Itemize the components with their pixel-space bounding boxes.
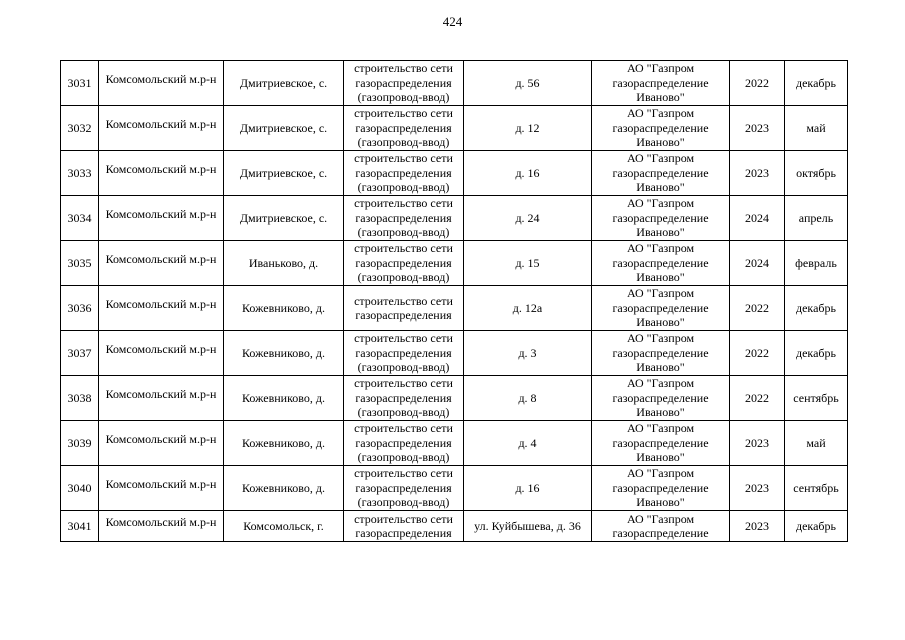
row-number-text: 3041 <box>67 518 92 533</box>
work-type-cell <box>344 61 464 106</box>
year-cell-text: 2023 <box>745 165 769 180</box>
district-cell <box>99 331 224 376</box>
settlement-cell-text: Иваньково, д. <box>248 255 319 270</box>
organization-cell <box>592 376 730 421</box>
district-cell <box>99 106 224 151</box>
organization-cell-text: АО "Газпром газораспределение Иваново" <box>612 286 709 330</box>
gasification-table <box>60 60 848 542</box>
settlement-cell-text: Кожевниково, д. <box>242 300 325 315</box>
row-number-text: 3037 <box>67 345 92 360</box>
work-type-cell-text: строительство сети газораспределения (газопровод-ввод) <box>354 151 453 195</box>
row-number-text: 3038 <box>67 390 92 405</box>
year-cell <box>730 196 785 241</box>
table-row <box>61 421 848 466</box>
district-cell-text: Комсомольский м.р-н <box>105 161 217 176</box>
year-cell-text: 2024 <box>745 255 769 270</box>
month-cell-text: сентябрь <box>793 390 839 405</box>
page-number: 424 <box>442 14 463 29</box>
row-number-text: 3034 <box>67 210 92 225</box>
district-cell <box>99 286 224 331</box>
organization-cell <box>592 196 730 241</box>
district-cell <box>99 466 224 511</box>
organization-cell-text: АО "Газпром газораспределение Иваново" <box>612 331 709 375</box>
district-cell <box>99 61 224 106</box>
organization-cell <box>592 466 730 511</box>
table-row <box>61 466 848 511</box>
district-cell-text: Комсомольский м.р-н <box>105 251 217 266</box>
month-cell-text: апрель <box>798 210 834 225</box>
address-cell-text: д. 8 <box>518 390 537 405</box>
row-number <box>61 466 99 511</box>
work-type-cell-text: строительство сети газораспределения (газопровод-ввод) <box>354 61 453 105</box>
address-cell <box>464 241 592 286</box>
settlement-cell-text: Дмитриевское, с. <box>239 165 328 180</box>
district-cell <box>99 421 224 466</box>
work-type-cell-text: строительство сети газораспределения (газопровод-ввод) <box>354 466 453 510</box>
address-cell <box>464 511 592 542</box>
month-cell-text: сентябрь <box>793 480 839 495</box>
row-number <box>61 376 99 421</box>
month-cell-text: декабрь <box>796 300 836 315</box>
work-type-cell-text: строительство сети газораспределения (газопровод-ввод) <box>354 106 453 150</box>
month-cell <box>785 331 848 376</box>
settlement-cell <box>224 466 344 511</box>
organization-cell <box>592 331 730 376</box>
organization-cell <box>592 151 730 196</box>
organization-cell-text: АО "Газпром газораспределение Иваново" <box>612 376 709 420</box>
district-cell <box>99 151 224 196</box>
row-number-text: 3035 <box>67 255 92 270</box>
settlement-cell <box>224 151 344 196</box>
work-type-cell <box>344 106 464 151</box>
settlement-cell-text: Кожевниково, д. <box>242 390 325 405</box>
year-cell <box>730 511 785 542</box>
year-cell-text: 2022 <box>745 390 769 405</box>
settlement-cell <box>224 196 344 241</box>
organization-cell <box>592 61 730 106</box>
row-number <box>61 61 99 106</box>
work-type-cell <box>344 286 464 331</box>
district-cell-text: Комсомольский м.р-н <box>105 206 217 221</box>
table-row <box>61 241 848 286</box>
address-cell <box>464 106 592 151</box>
month-cell <box>785 286 848 331</box>
settlement-cell-text: Дмитриевское, с. <box>239 120 328 135</box>
month-cell-text: декабрь <box>796 345 836 360</box>
organization-cell-text: АО "Газпром газораспределение Иваново" <box>612 61 709 105</box>
row-number <box>61 151 99 196</box>
organization-cell <box>592 241 730 286</box>
organization-cell <box>592 286 730 331</box>
table-row <box>61 511 848 542</box>
month-cell-text: декабрь <box>796 75 836 90</box>
organization-cell <box>592 106 730 151</box>
organization-cell-text: АО "Газпром газораспределение Иваново" <box>612 241 709 285</box>
address-cell-text: д. 12 <box>515 120 540 135</box>
work-type-cell <box>344 196 464 241</box>
year-cell-text: 2022 <box>745 345 769 360</box>
table-row <box>61 376 848 421</box>
district-cell <box>99 196 224 241</box>
work-type-cell <box>344 466 464 511</box>
settlement-cell <box>224 286 344 331</box>
year-cell-text: 2024 <box>745 210 769 225</box>
district-cell-text: Комсомольский м.р-н <box>105 71 217 86</box>
work-type-cell <box>344 376 464 421</box>
address-cell-text: д. 24 <box>515 210 540 225</box>
year-cell-text: 2022 <box>745 75 769 90</box>
row-number <box>61 421 99 466</box>
work-type-cell-text: строительство сети газораспределения (газопровод-ввод) <box>354 331 453 375</box>
settlement-cell <box>224 106 344 151</box>
month-cell <box>785 106 848 151</box>
address-cell <box>464 376 592 421</box>
row-number <box>61 196 99 241</box>
address-cell <box>464 196 592 241</box>
address-cell-text: д. 12а <box>512 300 543 315</box>
table-row <box>61 196 848 241</box>
table-row <box>61 286 848 331</box>
year-cell <box>730 61 785 106</box>
month-cell <box>785 421 848 466</box>
table-row <box>61 331 848 376</box>
row-number <box>61 106 99 151</box>
year-cell-text: 2023 <box>745 480 769 495</box>
district-cell-text: Комсомольский м.р-н <box>105 116 217 131</box>
year-cell <box>730 376 785 421</box>
table-row <box>61 106 848 151</box>
address-cell-text: д. 3 <box>518 345 537 360</box>
settlement-cell-text: Дмитриевское, с. <box>239 210 328 225</box>
district-cell-text: Комсомольский м.р-н <box>105 476 217 491</box>
row-number-text: 3040 <box>67 480 92 495</box>
row-number-text: 3036 <box>67 300 92 315</box>
year-cell <box>730 241 785 286</box>
address-cell <box>464 421 592 466</box>
organization-cell <box>592 511 730 542</box>
settlement-cell-text: Кожевниково, д. <box>242 345 325 360</box>
year-cell <box>730 151 785 196</box>
row-number-text: 3031 <box>67 75 92 90</box>
row-number <box>61 511 99 542</box>
year-cell-text: 2022 <box>745 300 769 315</box>
organization-cell-text: АО "Газпром газораспределение Иваново" <box>612 151 709 195</box>
settlement-cell <box>224 61 344 106</box>
month-cell-text: февраль <box>795 255 837 270</box>
district-cell <box>99 511 224 542</box>
work-type-cell-text: строительство сети газораспределения <box>354 293 453 322</box>
year-cell <box>730 421 785 466</box>
row-number <box>61 241 99 286</box>
settlement-cell-text: Кожевниково, д. <box>242 435 325 450</box>
organization-cell-text: АО "Газпром газораспределение Иваново" <box>612 196 709 240</box>
month-cell <box>785 151 848 196</box>
work-type-cell <box>344 421 464 466</box>
district-cell-text: Комсомольский м.р-н <box>105 296 217 311</box>
year-cell-text: 2023 <box>745 435 769 450</box>
work-type-cell-text: строительство сети газораспределения (газопровод-ввод) <box>354 196 453 240</box>
year-cell <box>730 106 785 151</box>
settlement-cell <box>224 241 344 286</box>
address-cell <box>464 286 592 331</box>
month-cell <box>785 376 848 421</box>
address-cell <box>464 151 592 196</box>
address-cell-text: д. 4 <box>518 435 537 450</box>
row-number-text: 3032 <box>67 120 92 135</box>
table-row <box>61 61 848 106</box>
month-cell <box>785 196 848 241</box>
settlement-cell-text: Кожевниково, д. <box>242 480 325 495</box>
district-cell-text: Комсомольский м.р-н <box>105 514 217 529</box>
month-cell <box>785 511 848 542</box>
row-number <box>61 331 99 376</box>
district-cell-text: Комсомольский м.р-н <box>105 341 217 356</box>
district-cell <box>99 376 224 421</box>
organization-cell-text: АО "Газпром газораспределение Иваново" <box>612 106 709 150</box>
work-type-cell-text: строительство сети газораспределения (газопровод-ввод) <box>354 421 453 465</box>
organization-cell-text: АО "Газпром газораспределение <box>612 511 709 540</box>
work-type-cell <box>344 511 464 542</box>
month-cell <box>785 466 848 511</box>
district-cell-text: Комсомольский м.р-н <box>105 386 217 401</box>
district-cell <box>99 241 224 286</box>
address-cell-text: д. 16 <box>515 480 540 495</box>
month-cell <box>785 241 848 286</box>
address-cell <box>464 331 592 376</box>
month-cell-text: май <box>806 435 826 450</box>
row-number <box>61 286 99 331</box>
row-number-text: 3039 <box>67 435 92 450</box>
settlement-cell-text: Комсомольск, г. <box>243 518 324 533</box>
settlement-cell <box>224 376 344 421</box>
work-type-cell-text: строительство сети газораспределения (газопровод-ввод) <box>354 241 453 285</box>
row-number-text: 3033 <box>67 165 92 180</box>
work-type-cell <box>344 331 464 376</box>
work-type-cell-text: строительство сети газораспределения (газопровод-ввод) <box>354 376 453 420</box>
year-cell <box>730 466 785 511</box>
work-type-cell-text: строительство сети газораспределения <box>354 511 453 540</box>
address-cell-text: ул. Куйбышева, д. 36 <box>474 518 581 533</box>
work-type-cell <box>344 241 464 286</box>
address-cell-text: д. 15 <box>515 255 540 270</box>
month-cell-text: октябрь <box>796 165 836 180</box>
year-cell-text: 2023 <box>745 518 769 533</box>
organization-cell-text: АО "Газпром газораспределение Иваново" <box>612 466 709 510</box>
year-cell <box>730 286 785 331</box>
settlement-cell <box>224 331 344 376</box>
month-cell <box>785 61 848 106</box>
address-cell <box>464 466 592 511</box>
district-cell-text: Комсомольский м.р-н <box>105 431 217 446</box>
month-cell-text: декабрь <box>796 518 836 533</box>
year-cell-text: 2023 <box>745 120 769 135</box>
organization-cell-text: АО "Газпром газораспределение Иваново" <box>612 421 709 465</box>
settlement-cell <box>224 421 344 466</box>
settlement-cell-text: Дмитриевское, с. <box>239 75 328 90</box>
month-cell-text: май <box>806 120 826 135</box>
address-cell-text: д. 16 <box>515 165 540 180</box>
work-type-cell <box>344 151 464 196</box>
settlement-cell <box>224 511 344 542</box>
table-row <box>61 151 848 196</box>
address-cell <box>464 61 592 106</box>
address-cell-text: д. 56 <box>515 75 540 90</box>
organization-cell <box>592 421 730 466</box>
year-cell <box>730 331 785 376</box>
